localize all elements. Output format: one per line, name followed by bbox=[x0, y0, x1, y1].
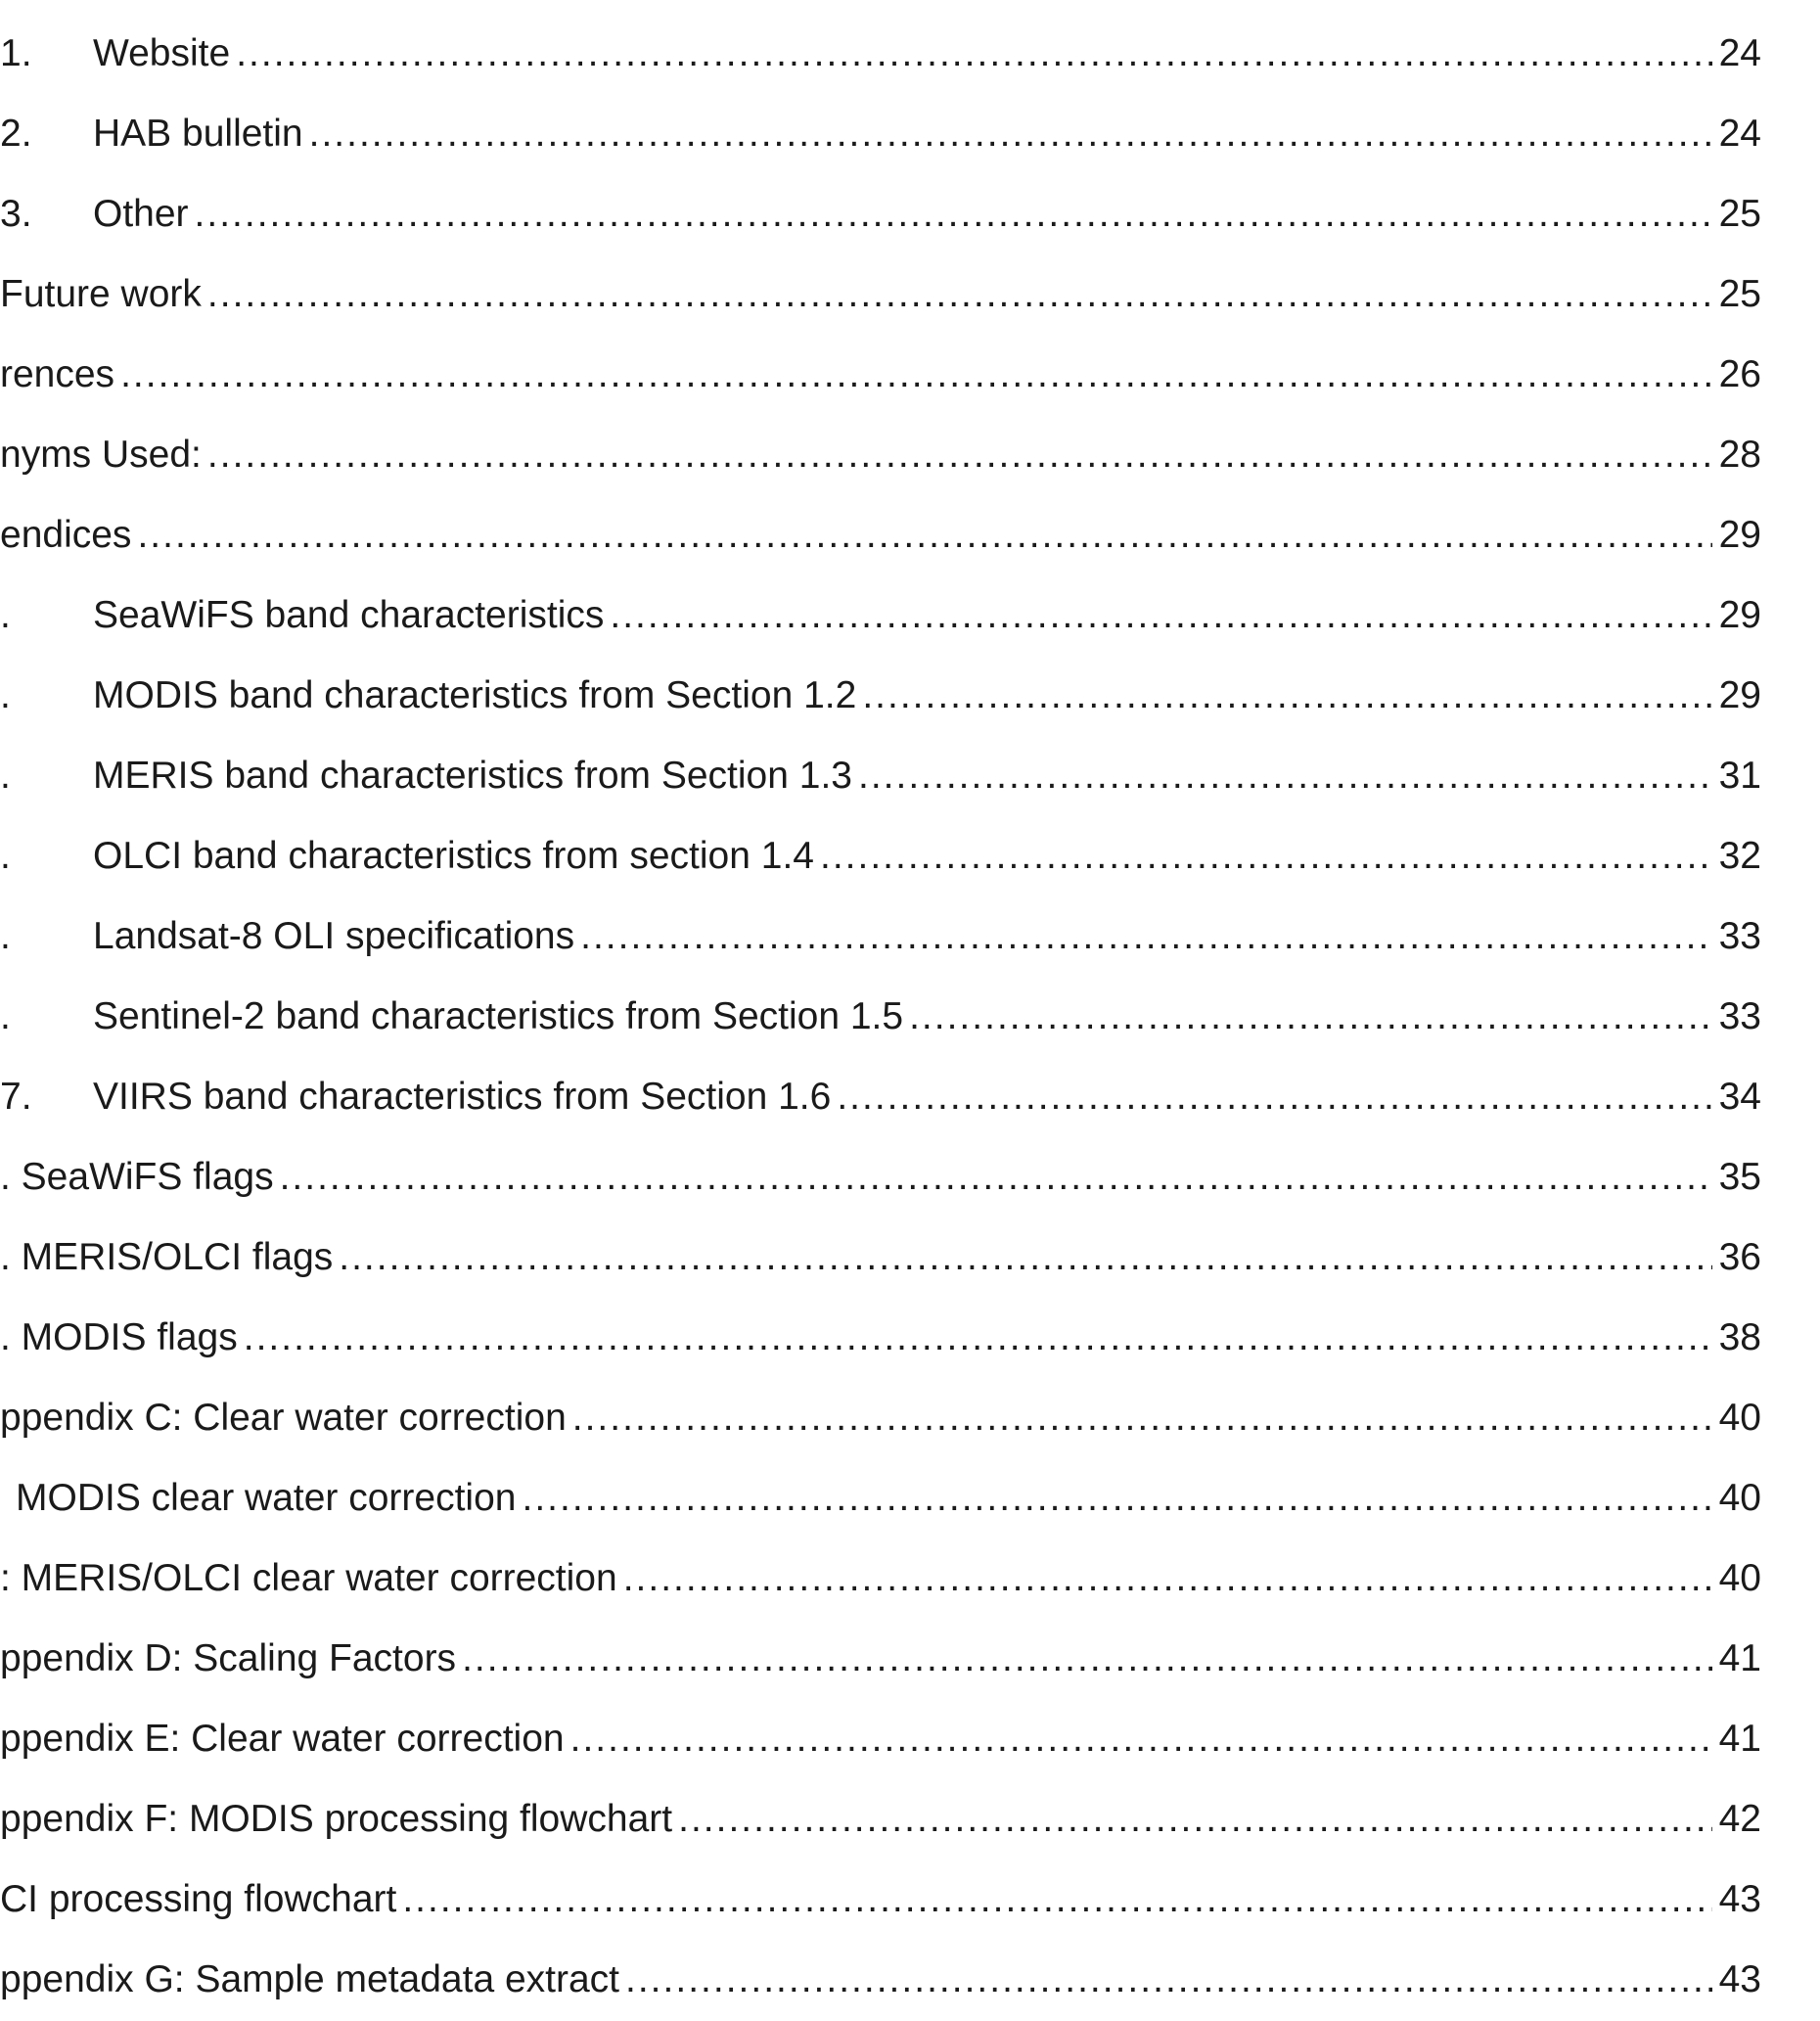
toc-entry-number: 7. bbox=[0, 1076, 32, 1118]
toc-entry-label: MODIS band characteristics from Section 1.2 bbox=[93, 674, 857, 716]
toc-dot-leader bbox=[610, 575, 1712, 656]
toc-dot-leader bbox=[280, 1137, 1712, 1217]
toc-entry-page: 42 bbox=[1718, 1798, 1761, 1840]
toc-entry[interactable] bbox=[0, 335, 1761, 415]
toc-entry-label: VIIRS band characteristics from Section 1.6 bbox=[93, 1076, 832, 1118]
toc-entry-number: . bbox=[0, 835, 11, 877]
toc-entry[interactable] bbox=[0, 977, 1761, 1057]
toc-dot-leader bbox=[678, 1779, 1712, 1860]
toc-entry-page: 29 bbox=[1718, 674, 1761, 716]
toc-dot-leader bbox=[236, 14, 1712, 94]
toc-entry[interactable] bbox=[0, 14, 1761, 94]
toc-entry-page: 40 bbox=[1718, 1397, 1761, 1439]
toc-entry-label: endices bbox=[0, 514, 132, 556]
toc-dot-leader bbox=[909, 977, 1712, 1057]
toc-entry-label: Future work bbox=[0, 273, 202, 315]
toc-entry[interactable] bbox=[0, 1539, 1761, 1619]
toc-dot-leader bbox=[137, 495, 1712, 575]
toc-entry-page: 26 bbox=[1718, 353, 1761, 395]
toc-dot-leader bbox=[195, 174, 1712, 254]
toc-entry[interactable] bbox=[0, 736, 1761, 816]
toc-entry-page: 33 bbox=[1718, 995, 1761, 1037]
toc-entry[interactable] bbox=[0, 1378, 1761, 1458]
toc-entry-page: 28 bbox=[1718, 434, 1761, 476]
toc-entry-label: Landsat-8 OLI specifications bbox=[93, 915, 575, 957]
toc-entry-page: 25 bbox=[1718, 273, 1761, 315]
toc-entry[interactable] bbox=[0, 1137, 1761, 1217]
toc-entry-label: ppendix C: Clear water correction bbox=[0, 1397, 567, 1439]
toc-dot-leader bbox=[862, 656, 1712, 736]
toc-entry-label: Sentinel-2 band characteristics from Section 1.5 bbox=[93, 995, 904, 1037]
toc-entry[interactable] bbox=[0, 1057, 1761, 1137]
toc-entry-page: 35 bbox=[1718, 1156, 1761, 1198]
toc-dot-leader bbox=[522, 1458, 1712, 1539]
toc-entry-label: Website bbox=[93, 32, 231, 74]
toc-dot-leader bbox=[207, 254, 1712, 335]
toc-entry-page: 40 bbox=[1718, 1477, 1761, 1519]
toc-entry-number: . bbox=[0, 674, 11, 716]
toc-dot-leader bbox=[623, 1539, 1712, 1619]
toc-entry-page: 43 bbox=[1718, 1878, 1761, 1920]
toc-entry-label: . MERIS/OLCI flags bbox=[0, 1236, 334, 1278]
toc-entry-page: 34 bbox=[1718, 1076, 1761, 1118]
toc-entry-number: . bbox=[0, 755, 11, 797]
toc-entry-label: rences bbox=[0, 353, 115, 395]
toc-entry-label: MODIS clear water correction bbox=[16, 1477, 517, 1519]
toc-entry[interactable] bbox=[0, 1298, 1761, 1378]
toc-dot-leader bbox=[625, 1940, 1712, 2020]
toc-dot-leader bbox=[858, 736, 1712, 816]
toc-entry-number: . bbox=[0, 594, 11, 636]
toc-entry-page: 38 bbox=[1718, 1316, 1761, 1358]
toc-dot-leader bbox=[820, 816, 1712, 896]
toc-entry-label: . SeaWiFS flags bbox=[0, 1156, 274, 1198]
toc-entry-label: CI processing flowchart bbox=[0, 1878, 397, 1920]
toc-entry-page: 24 bbox=[1718, 113, 1761, 155]
toc-entry-label: ppendix E: Clear water correction bbox=[0, 1718, 565, 1760]
toc-entry-label: ppendix D: Scaling Factors bbox=[0, 1637, 457, 1679]
toc-dot-leader bbox=[244, 1298, 1712, 1378]
toc-entry-label: ppendix F: MODIS processing flowchart bbox=[0, 1798, 673, 1840]
toc-entry-label: OLCI band characteristics from section 1.4 bbox=[93, 835, 814, 877]
toc-entry-page: 33 bbox=[1718, 915, 1761, 957]
toc-entry[interactable] bbox=[0, 816, 1761, 896]
toc-dot-leader bbox=[120, 335, 1712, 415]
toc-entry-number: 1. bbox=[0, 32, 32, 74]
toc-entry-number: 2. bbox=[0, 113, 32, 155]
toc-entry-page: 29 bbox=[1718, 594, 1761, 636]
toc-dot-leader bbox=[570, 1699, 1712, 1779]
toc-entry-page: 32 bbox=[1718, 835, 1761, 877]
toc-entry-label: SeaWiFS band characteristics bbox=[93, 594, 605, 636]
toc-entry-page: 29 bbox=[1718, 514, 1761, 556]
toc-entry-page: 31 bbox=[1718, 755, 1761, 797]
toc-entry-page: 36 bbox=[1718, 1236, 1761, 1278]
toc-entry-label: ppendix G: Sample metadata extract bbox=[0, 1958, 620, 2000]
toc-entry[interactable] bbox=[0, 174, 1761, 254]
toc-entry-label: nyms Used: bbox=[0, 434, 202, 476]
toc-entry-page: 43 bbox=[1718, 1958, 1761, 2000]
toc-entry[interactable] bbox=[0, 415, 1761, 495]
toc-entry[interactable] bbox=[0, 495, 1761, 575]
toc-entry-label: : MERIS/OLCI clear water correction bbox=[0, 1557, 617, 1599]
toc-entry[interactable] bbox=[0, 1779, 1761, 1860]
toc-dot-leader bbox=[837, 1057, 1712, 1137]
toc-dot-leader bbox=[572, 1378, 1712, 1458]
toc-dot-leader bbox=[580, 896, 1712, 977]
toc-entry-number: . bbox=[0, 915, 11, 957]
toc-entry-label: MERIS band characteristics from Section 1.3 bbox=[93, 755, 852, 797]
toc-entry[interactable] bbox=[0, 1458, 1761, 1539]
toc-dot-leader bbox=[309, 94, 1712, 174]
toc-entry[interactable] bbox=[0, 896, 1761, 977]
toc-entry-page: 24 bbox=[1718, 32, 1761, 74]
toc-entry-label: . MODIS flags bbox=[0, 1316, 238, 1358]
toc-entry-page: 41 bbox=[1718, 1718, 1761, 1760]
toc-entry[interactable] bbox=[0, 94, 1761, 174]
toc-entry[interactable] bbox=[0, 656, 1761, 736]
toc-entry-label: Other bbox=[93, 193, 189, 235]
toc-entry[interactable] bbox=[0, 1699, 1761, 1779]
toc-entry[interactable] bbox=[0, 1940, 1761, 2020]
toc-dot-leader bbox=[207, 415, 1712, 495]
toc-dot-leader bbox=[462, 1619, 1712, 1699]
toc-entry[interactable] bbox=[0, 575, 1761, 656]
toc-entry-page: 25 bbox=[1718, 193, 1761, 235]
toc-entry[interactable] bbox=[0, 1619, 1761, 1699]
toc-entry[interactable] bbox=[0, 1217, 1761, 1298]
toc-entry-number: . bbox=[0, 995, 11, 1037]
toc-dot-leader bbox=[339, 1217, 1712, 1298]
toc-entry-page: 40 bbox=[1718, 1557, 1761, 1599]
toc-dot-leader bbox=[402, 1860, 1712, 1940]
toc-entry[interactable] bbox=[0, 1860, 1761, 1940]
toc-entry-number: 3. bbox=[0, 193, 32, 235]
toc-entry-page: 41 bbox=[1718, 1637, 1761, 1679]
toc-entry[interactable] bbox=[0, 254, 1761, 335]
toc-entry-label: HAB bulletin bbox=[93, 113, 303, 155]
